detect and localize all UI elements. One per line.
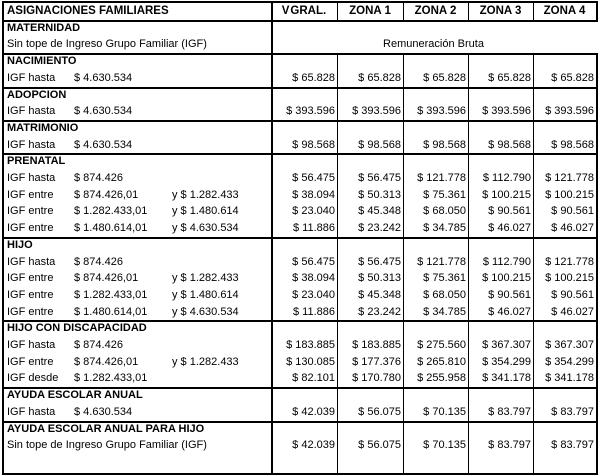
amount-cell: $ 393.596 [545,105,594,118]
amount-cell: $ 255.958 [417,372,466,385]
amount-cell: $ 83.797 [551,405,594,418]
row-prefix: IGF entre [7,288,54,301]
range-to: y $ 1.282.433 [172,188,239,201]
amount-cell: $ 34.785 [423,305,466,318]
section-title: HIJO [7,238,33,251]
table-row [4,404,596,421]
amount-cell: $ 82.101 [292,372,335,385]
amount-cell: $ 98.568 [358,138,401,151]
amount-cell: $ 56.475 [358,255,401,268]
column-header: ZONA 2 [414,5,457,17]
table-row [4,304,596,321]
amount-cell: $ 367.307 [545,339,594,351]
amount-cell: $ 98.568 [423,138,466,151]
amount-cell: $ 11.886 [292,305,335,318]
range-to [172,103,271,120]
section-title-row [4,53,596,70]
range-to: y $ 4.630.534 [172,222,239,235]
section-title-row [4,387,596,404]
row-prefix: IGF entre [7,222,54,235]
table-row [4,187,596,204]
amount-cell: $ 38.094 [292,272,335,285]
section-title-row [4,320,596,337]
range-from: $ 1.480.614,01 [74,305,148,318]
row-prefix: IGF entre [7,205,54,218]
column-header: ZONA 1 [349,5,391,17]
column-divider [468,3,469,473]
amount-cell: $ 183.885 [352,339,401,351]
amount-cell: $ 100.215 [482,188,531,201]
range-to: y $ 1.282.433 [172,272,239,285]
column-divider [337,3,338,473]
section-title-row [4,87,596,104]
row-prefix: IGF desde [7,372,59,385]
section-title: AYUDA ESCOLAR ANUAL [7,389,143,402]
range-to [172,404,271,421]
amount-cell: $ 90.561 [551,288,594,301]
amount-cell: $ 50.313 [358,188,401,201]
amount-cell: $ 42.039 [292,405,335,418]
table-row [4,287,596,304]
table-row [4,337,596,354]
amount-cell: $ 56.075 [358,405,401,418]
amount-cell: $ 354.299 [545,355,594,368]
section-title: PRENATAL [7,155,66,168]
table-row [4,437,596,454]
range-from: $ 874.426 [74,339,123,351]
column-divider [271,3,273,473]
amount-cell: $ 65.828 [292,71,335,84]
amount-cell: $ 100.215 [482,272,531,285]
amount-cell: $ 121.778 [417,255,466,268]
amount-cell: $ 23.242 [358,305,401,318]
row-label: Sin tope de Ingreso Grupo Familiar (IGF) [7,38,207,51]
amount-cell: $ 23.040 [292,205,335,218]
amount-cell: $ 90.561 [551,205,594,218]
range-to [172,70,271,87]
row-prefix: IGF entre [7,355,54,368]
amount-cell: $ 75.361 [423,188,466,201]
range-to: y $ 4.630.534 [172,305,239,318]
column-header: ZONA 4 [543,5,586,17]
amount-cell: $ 393.596 [417,105,466,118]
amount-cell: $ 393.596 [352,105,401,118]
amount-cell: $ 265.810 [417,355,466,368]
column-header: ZONA 3 [479,5,522,17]
amount-cell: $ 393.596 [482,105,531,118]
range-to [172,337,271,354]
amount-cell: $ 50.313 [358,272,401,285]
range-from: $ 874.426,01 [74,355,139,368]
amount-cell: $ 45.348 [358,288,401,301]
amount-cell: $ 65.828 [423,71,466,84]
section-title: ADOPCION [7,88,67,101]
amount-cell: $ 98.568 [488,138,531,151]
amount-cell: $ 70.135 [423,439,466,452]
range-from: $ 874.426 [74,172,123,184]
row-prefix: IGF hasta [7,339,56,351]
table-row [4,354,596,371]
amount-cell: $ 83.797 [488,405,531,418]
column-divider [533,3,534,473]
amount-cell: $ 90.561 [488,288,531,301]
row-prefix: IGF hasta [7,172,56,184]
row-prefix: IGF hasta [7,71,56,84]
section-title-row [4,421,596,438]
table-title: ASIGNACIONES FAMILIARES [7,5,169,17]
amount-cell: $ 65.828 [551,71,594,84]
row-prefix: IGF entre [7,305,54,318]
section-title: AYUDA ESCOLAR ANUAL PARA HIJO [7,422,205,435]
section-title: NACIMIENTO [7,55,77,68]
amount-cell: $ 183.885 [286,339,335,351]
amount-cell: $ 393.596 [286,105,335,118]
range-from: $ 4.630.534 [74,71,133,84]
amount-cell: $ 341.178 [545,372,594,385]
column-divider [403,3,404,473]
amount-cell: $ 83.797 [488,439,531,452]
amount-cell: $ 170.780 [352,372,401,385]
table-row [4,70,596,87]
amount-cell: $ 354.299 [482,355,531,368]
range-to [172,254,271,271]
range-from: $ 874.426 [74,255,123,268]
amount-cell: $ 56.475 [292,255,335,268]
range-from: $ 1.480.614,01 [74,222,148,235]
amount-cell: $ 75.361 [423,272,466,285]
row-prefix: IGF entre [7,272,54,285]
amount-cell: $ 121.778 [545,255,594,268]
maternidad-merged [4,22,596,53]
range-from: $ 4.630.534 [74,405,133,418]
amount-cell: $ 177.376 [352,355,401,368]
range-from: $ 4.630.534 [74,138,133,151]
amount-cell: $ 38.094 [292,188,335,201]
amount-cell: $ 130.085 [286,355,335,368]
range-to: y $ 1.480.614 [172,205,239,218]
row-prefix: IGF hasta [7,405,56,418]
amount-cell: $ 45.348 [358,205,401,218]
amount-cell: $ 23.242 [358,222,401,235]
table-row [4,370,596,387]
range-from: $ 874.426,01 [74,188,139,201]
asignaciones-table [2,1,598,475]
section-title: MATRIMONIO [7,121,79,134]
table-row [4,137,596,154]
amount-cell: $ 65.828 [358,71,401,84]
amount-cell: $ 90.561 [488,205,531,218]
table-row [4,103,596,120]
amount-cell: $ 98.568 [292,138,335,151]
amount-cell: $ 23.040 [292,288,335,301]
amount-cell: $ 100.215 [545,272,594,285]
section-title: MATERNIDAD [7,21,81,34]
range-from: $ 874.426,01 [74,272,139,285]
amount-cell: $ 42.039 [292,439,335,452]
range-to [172,370,271,387]
row-prefix: IGF hasta [7,105,56,118]
table-row [4,270,596,287]
amount-cell: $ 367.307 [482,339,531,351]
amount-cell: $ 68.050 [423,288,466,301]
range-to [172,170,271,187]
amount-cell: $ 56.475 [292,172,335,184]
range-from: $ 4.630.534 [74,105,133,118]
amount-cell: $ 56.075 [358,439,401,452]
range-from: $ 1.282.433,01 [74,288,148,301]
amount-cell: $ 46.027 [551,305,594,318]
row-prefix: IGF hasta [7,255,56,268]
column-header: V GRAL. [281,5,327,17]
amount-cell: $ 83.797 [551,439,594,452]
amount-cell: $ 275.560 [417,339,466,351]
section-title: HIJO CON DISCAPACIDAD [7,322,147,335]
range-from: $ 1.282.433,01 [74,372,148,385]
header-row [4,3,596,20]
amount-cell: $ 68.050 [423,205,466,218]
range-from: $ 1.282.433,01 [74,205,148,218]
amount-cell: $ 121.778 [417,172,466,184]
amount-cell: $ 11.886 [292,222,335,235]
range-to [172,137,271,154]
row-prefix: IGF entre [7,188,54,201]
amount-cell: $ 112.790 [482,255,531,268]
amount-cell: $ 70.135 [423,405,466,418]
amount-cell: $ 65.828 [488,71,531,84]
section-title-row [4,120,596,137]
amount-cell: $ 56.475 [358,172,401,184]
row-label: Sin tope de Ingreso Grupo Familiar (IGF) [7,439,207,452]
amount-cell: $ 121.778 [545,172,594,184]
amount-cell: $ 46.027 [551,222,594,235]
table-row [4,170,596,187]
amount-cell: $ 100.215 [545,188,594,201]
row-prefix: IGF hasta [7,138,56,151]
amount-cell: $ 46.027 [488,222,531,235]
table-row [4,203,596,220]
remuneration-note: Remuneración Bruta [383,38,484,51]
amount-cell: $ 341.178 [482,372,531,385]
amount-cell: $ 98.568 [551,138,594,151]
table-row [4,254,596,271]
amount-cell: $ 34.785 [423,222,466,235]
range-to: y $ 1.282.433 [172,355,239,368]
range-to: y $ 1.480.614 [172,288,239,301]
section-title-row [4,237,596,254]
table-row [4,220,596,237]
amount-cell: $ 112.790 [482,172,531,184]
amount-cell: $ 46.027 [488,305,531,318]
section-title-row [4,153,596,170]
